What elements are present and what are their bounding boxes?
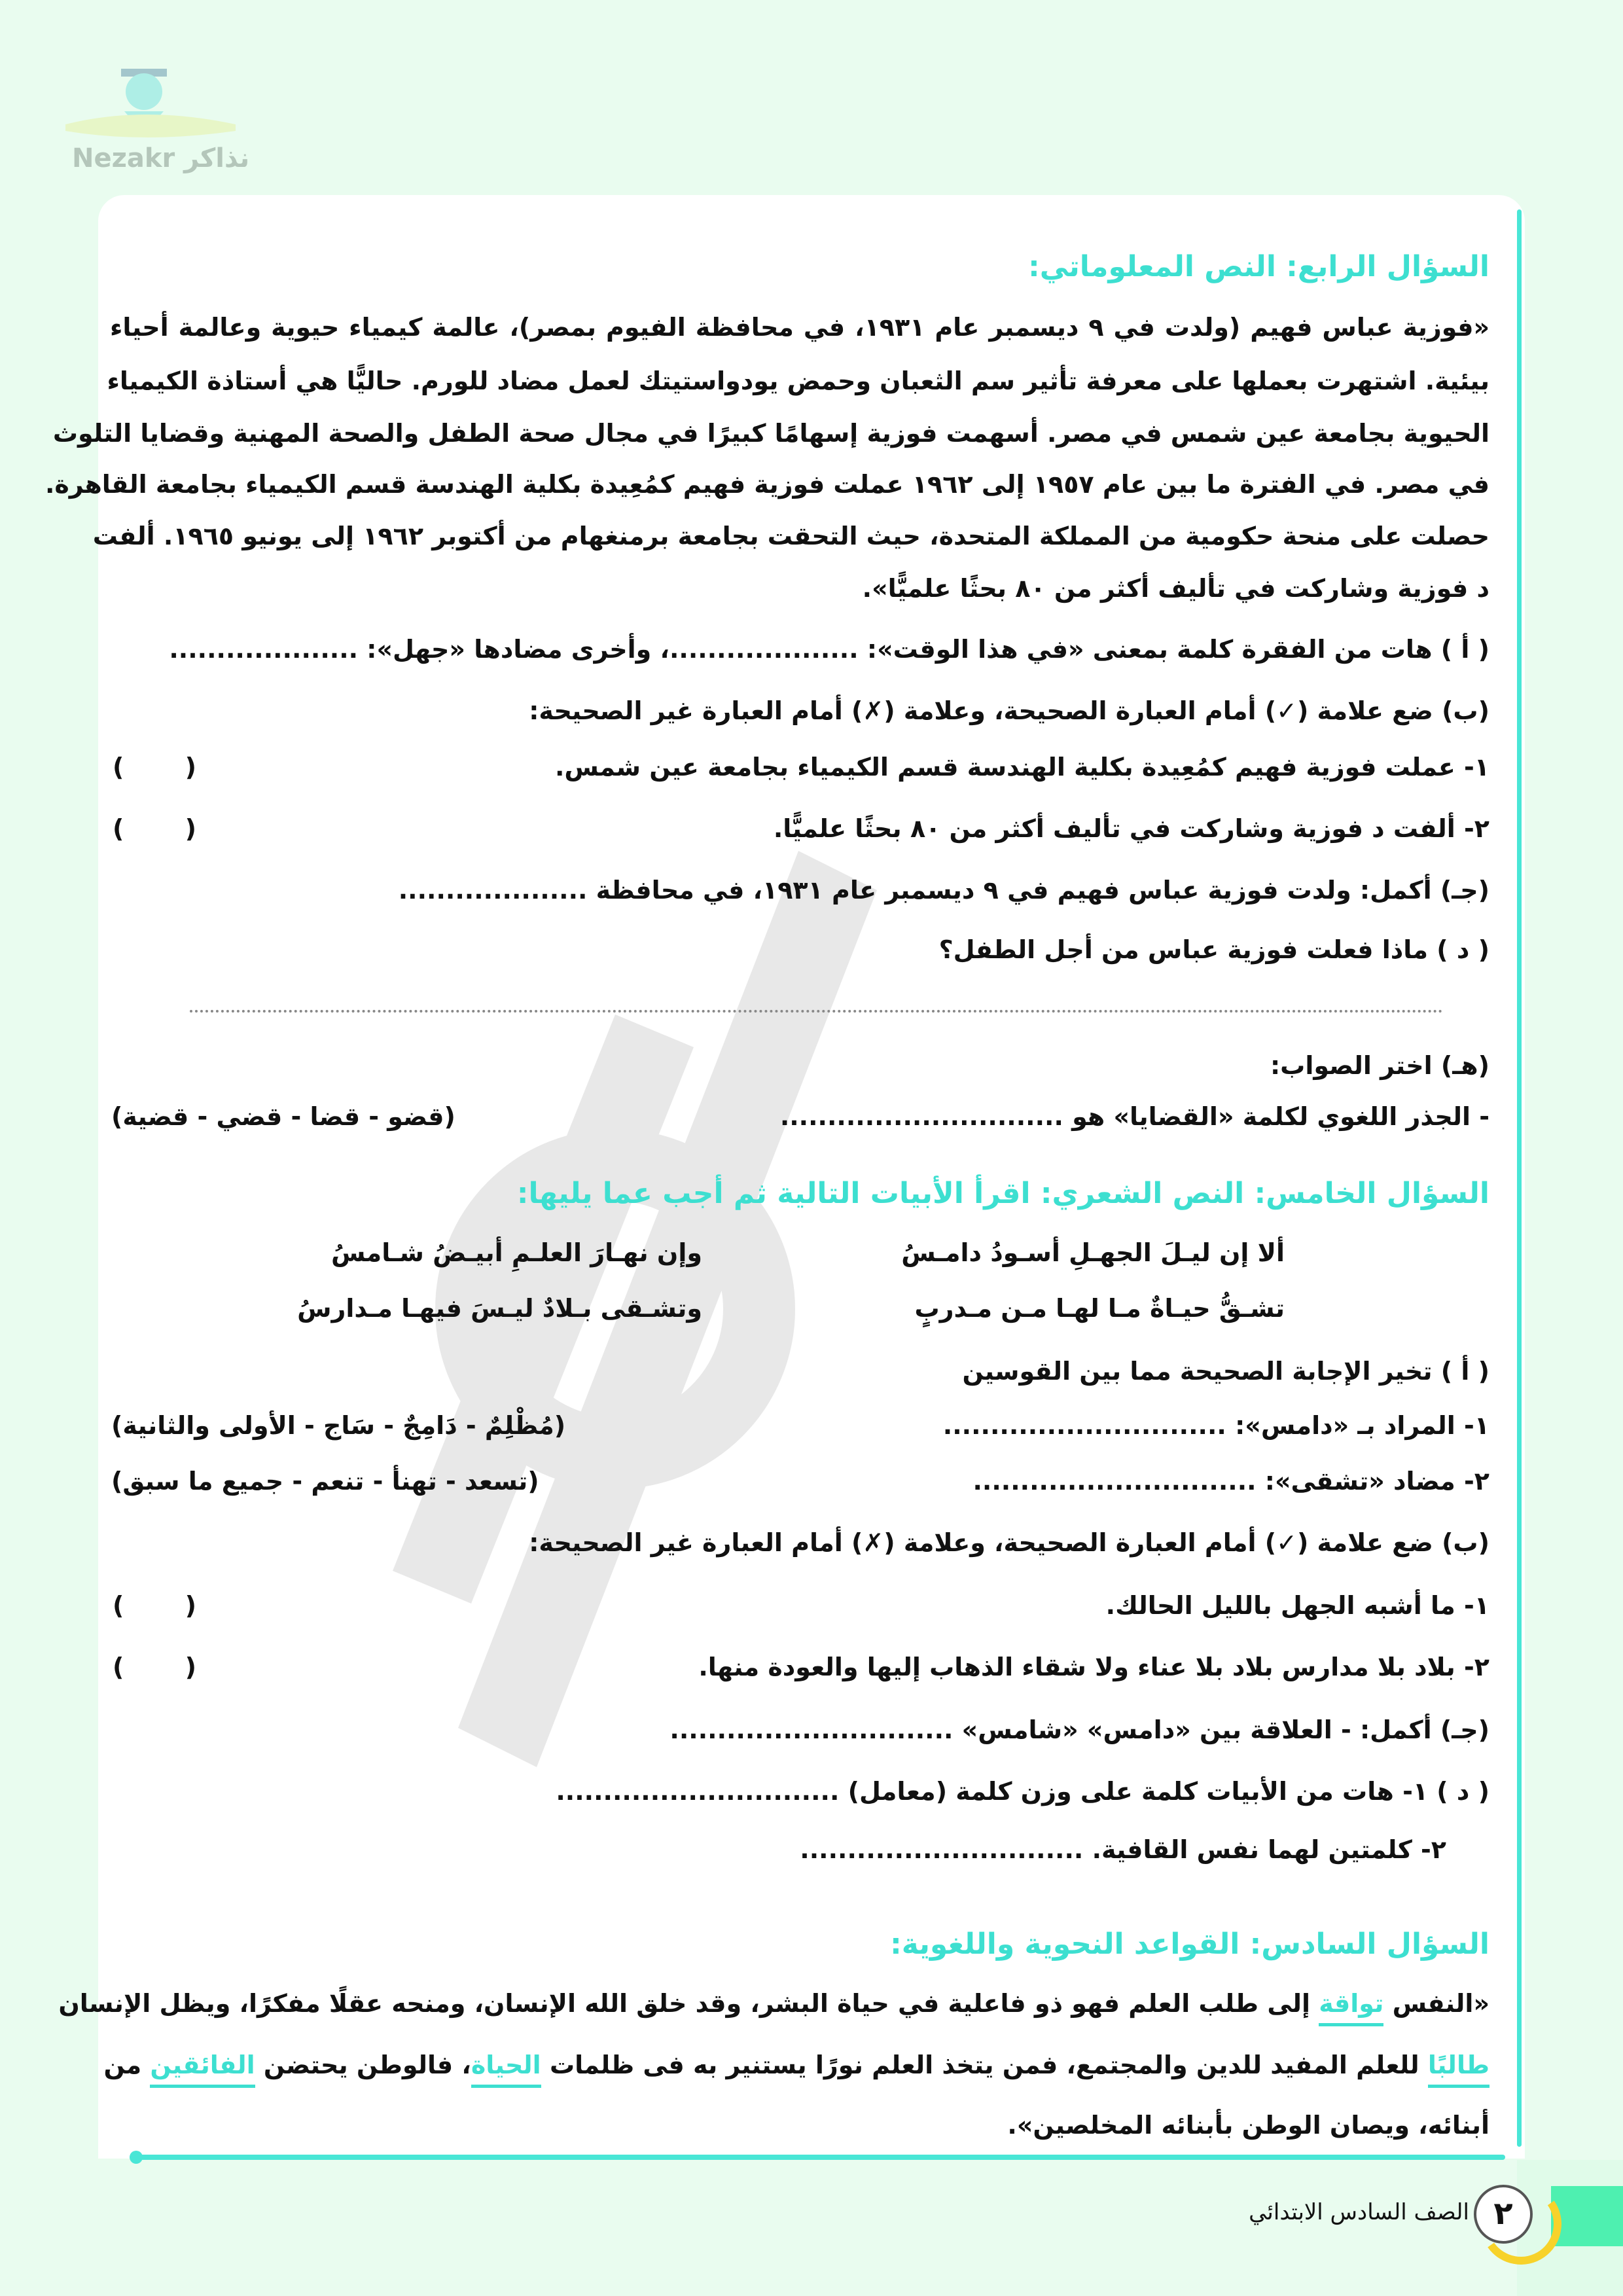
q5-a-options: (مُظْلِمٌ - دَامِجٌ - سَاج - الأولى والثانية) — [111, 1411, 566, 1440]
q4-question-b-title: (ب) ضع علامة (✓) أمام العبارة الصحيحة، وعلامة (✗) أمام العبارة غير الصحيحة: — [529, 696, 1489, 725]
q5-question-d1: ( د ) ١- هات من الأبيات كلمة على وزن كلمة (معامل) .............................. — [556, 1777, 1489, 1806]
q4-question-c: (جـ) أكمل: ولدت فوزية عباس فهيم في ٩ ديسمبر عام ١٩٣١، في محافظة .................... — [398, 876, 1489, 905]
q5-a-options: (تسعد - تهنأ - تنعم - جميع ما سبق) — [111, 1467, 539, 1496]
q4-question-d: ( د ) ماذا فعلت فوزية عباس من أجل الطفل؟ — [938, 935, 1489, 964]
verse-first-hemistich: ألا إن ليـلَ الجهـلِ أسـودُ دامـسُ — [901, 1238, 1285, 1267]
text: للعلم المفيد للدين والمجتمع، فمن يتخذ العلم نورًا يستنير به فى ظلمات — [541, 2051, 1428, 2079]
answer-parentheses[interactable]: ( ) — [113, 1591, 223, 1620]
grade-label: الصف السادس الابتدائي — [1249, 2199, 1469, 2225]
q5-question-c: (جـ) أكمل: - العلاقة بين «دامس» «شامس» .............................. — [669, 1715, 1489, 1744]
card-border-right — [1517, 209, 1522, 2147]
text: من — [103, 2051, 151, 2079]
answer-parentheses[interactable]: ( ) — [113, 1653, 223, 1681]
q4-paragraph-line: د فوزية وشاركت في تأليف أكثر من ٨٠ بحثًا علميًّا». — [862, 574, 1489, 603]
q4-paragraph-line: الحيوية بجامعة عين شمس في مصر. أسهمت فوزية إسهامًا كبيرًا في مجال صحة الطفل والصحة المهنية وقضايا التلوث — [52, 419, 1489, 448]
highlighted-word: الفائقين — [150, 2051, 255, 2088]
q5-title: السؤال الخامس: النص الشعري: اقرأ الأبيات التالية ثم أجب عما يليها: — [516, 1177, 1489, 1210]
q4-paragraph-line: في مصر. في الفترة ما بين عام ١٩٥٧ إلى ١٩٦٢ عملت فوزية فهيم كمُعِيدة بكلية الهندسة قسم الكيمياء بجامعة القاهرة. — [45, 470, 1489, 499]
answer-parentheses[interactable]: ( ) — [113, 814, 223, 843]
text: إلى طلب العلم فهو ذو فاعلية في حياة البشر، وقد خلق الله الإنسان، ومنحه عقلًا مفكرًا، ويظل الإنسان — [58, 1989, 1319, 2018]
border-end-dot — [130, 2151, 143, 2164]
highlighted-word: الحياة — [471, 2051, 541, 2088]
highlighted-word: طالبًا — [1428, 2051, 1489, 2088]
verse-first-hemistich: تشـقُّ حيـاةٌ مـا لهـا مـن مـدربٍ — [914, 1294, 1285, 1323]
q4-paragraph-line: بيئية. اشتهرت بعملها على معرفة تأثير سم الثعبان وحمض يودواستيتك لعمل مضاد للورم. حاليًّا هي أستاذة الكيمياء — [107, 367, 1489, 395]
q5-question-b-title: (ب) ضع علامة (✓) أمام العبارة الصحيحة، وعلامة (✗) أمام العبارة غير الصحيحة: — [529, 1528, 1489, 1557]
q5-b-item: ٢- بلاد بلا مدارس بلاد بلا عناء ولا شقاء الذهاب إليها والعودة منها. — [698, 1653, 1489, 1681]
q4-title: السؤال الرابع: النص المعلوماتي: — [1028, 250, 1489, 283]
q5-a-item: ٢- مضاد «تشقى»: .............................. — [972, 1467, 1489, 1496]
q4-h-item: - الجذر اللغوي لكلمة «القضايا» هو .............................. — [779, 1102, 1489, 1131]
verse-second-hemistich: وتشـقى بـلادٌ ليـسَ فيهـا مـدارسُ — [297, 1294, 702, 1323]
q4-question-h-title: (هـ) اختر الصواب: — [1270, 1051, 1489, 1080]
q6-title: السؤال السادس: القواعد النحوية واللغوية: — [890, 1928, 1489, 1961]
card-border-bottom — [134, 2155, 1505, 2160]
q4-b-item: ١- عملت فوزية فهيم كمُعِيدة بكلية الهندسة قسم الكيمياء بجامعة عين شمس. — [555, 753, 1489, 781]
q5-b-item: ١- ما أشبه الجهل بالليل الحالك. — [1105, 1591, 1489, 1620]
answer-parentheses[interactable]: ( ) — [113, 753, 223, 781]
nezakr-logo — [52, 52, 249, 183]
q5-a-item: ١- المراد بـ «دامس»: .............................. — [942, 1411, 1489, 1440]
q5-question-d2: ٢- كلمتين لهما نفس القافية. .............................. — [800, 1835, 1446, 1864]
verse-second-hemistich: وإن نهـارَ العلـمِ أبيـضُ شـامسُ — [330, 1238, 702, 1267]
page-number: ٢ — [1474, 2185, 1533, 2244]
footer-green-tab — [1551, 2186, 1623, 2246]
text: ، فالوطن يحتضن — [255, 2051, 471, 2079]
q6-paragraph-line — [58, 1989, 1489, 2019]
q4-paragraph-line: «فوزية عباس فهيم (ولدت في ٩ ديسمبر عام ١٩٣١، في محافظة الفيوم بمصر)، عالمة كيمياء حيوية وعالمة أحياء — [110, 313, 1489, 342]
text: «النفس — [1383, 1989, 1489, 2018]
q4-question-a: ( أ ) هات من الفقرة كلمة بمعنى «في هذا الوقت»: ....................، وأخرى مضادها «جهل»: .................... — [169, 635, 1489, 664]
highlighted-word: تواقة — [1319, 1989, 1383, 2026]
q5-question-a-title: ( أ ) تخير الإجابة الصحيحة مما بين القوسين — [962, 1357, 1489, 1386]
q4-b-item: ٢- ألفت د فوزية وشاركت في تأليف أكثر من ٨٠ بحثًا علميًّا. — [773, 814, 1489, 843]
q4-h-options: (قضو - قضا - قضي - قضية) — [111, 1102, 455, 1131]
q4-paragraph-line: حصلت على منحة حكومية من المملكة المتحدة، حيث التحقت بجامعة برمنغهام من أكتوبر ١٩٦٢ إلى يونيو ١٩٦٥. ألفت — [92, 522, 1489, 550]
answer-dotted-line[interactable] — [190, 1010, 1443, 1013]
q6-paragraph-line — [103, 2051, 1489, 2081]
q6-paragraph-line: أبنائه، ويصان الوطن بأبنائه المخلصين». — [1007, 2111, 1489, 2140]
svg-text:Nezakr نذاكر: Nezakr نذاكر — [72, 143, 249, 173]
